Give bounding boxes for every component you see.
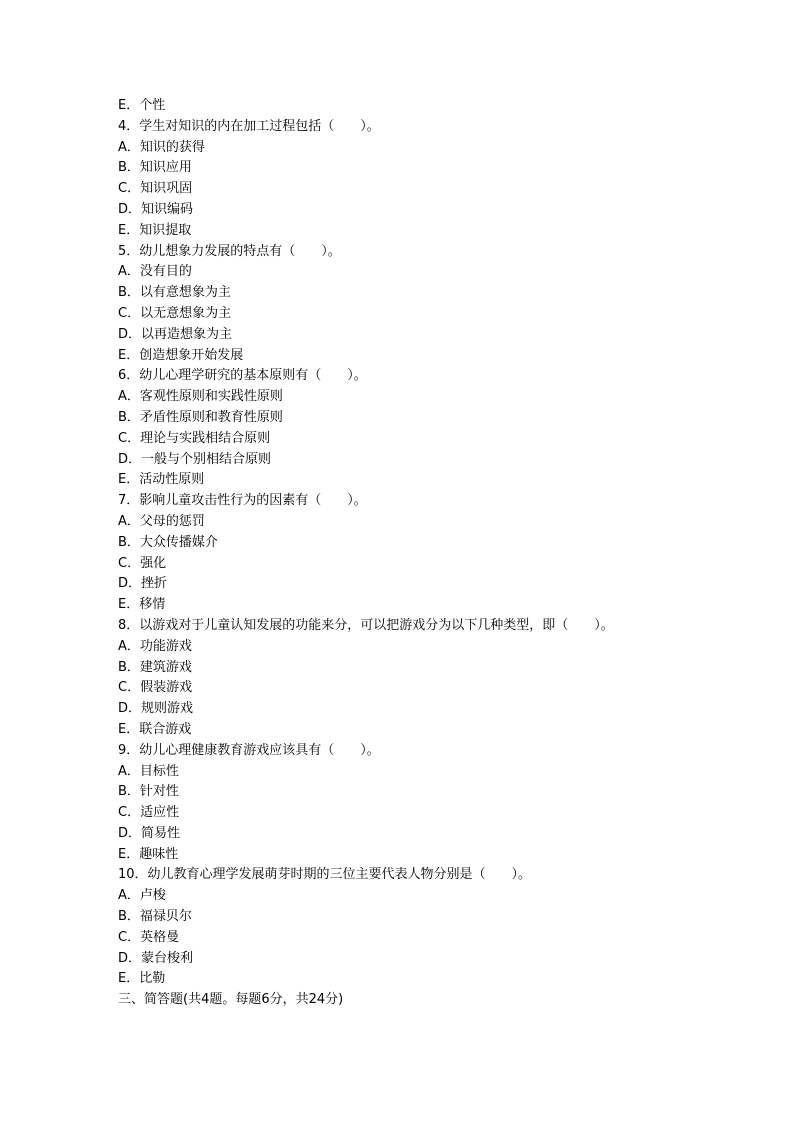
answer-option: B．知识应用	[118, 160, 192, 176]
answer-option: A．知识的获得	[118, 139, 205, 155]
question-stem: 4．学生对知识的内在加工过程包括（ ）。	[118, 118, 380, 134]
answer-option: E．联合游戏	[118, 721, 192, 737]
answer-option: A．功能游戏	[118, 638, 192, 654]
question-stem: 8．以游戏对于儿童认知发展的功能来分，可以把游戏分为以下几种类型，即（ ）。	[118, 617, 614, 633]
answer-option: D．规则游戏	[118, 701, 194, 717]
answer-option: B．福禄贝尔	[118, 909, 192, 925]
answer-option: B．针对性	[118, 784, 179, 800]
document-body	[118, 96, 718, 1011]
question-stem: 6．幼儿心理学研究的基本原则有（ ）。	[118, 368, 367, 384]
answer-option: E．个性	[118, 98, 166, 113]
answer-option: E．趣味性	[118, 846, 179, 862]
question-stem: 9．幼儿心理健康教育游戏应该具有（ ）。	[118, 742, 380, 758]
answer-option: A．没有目的	[118, 264, 192, 280]
answer-option: B．矛盾性原则和教育性原则	[118, 409, 283, 425]
answer-option: D．蒙台梭利	[118, 950, 194, 966]
answer-option: E．比勒	[118, 971, 166, 987]
answer-option: C．英格曼	[118, 929, 180, 945]
answer-option: C．假装游戏	[118, 680, 193, 696]
answer-option: E．知识提取	[118, 222, 192, 238]
answer-option: D．以再造想象为主	[118, 326, 233, 342]
answer-option: A．目标性	[118, 763, 179, 779]
answer-option: E．活动性原则	[118, 472, 205, 488]
answer-option: E．移情	[118, 597, 166, 613]
answer-option: A．父母的惩罚	[118, 513, 205, 529]
answer-option: A．客观性原则和实践性原则	[118, 389, 283, 405]
answer-option: B．建筑游戏	[118, 659, 192, 675]
question-stem: 7．影响儿童攻击性行为的因素有（ ）。	[118, 493, 367, 509]
answer-option: C．知识巩固	[118, 181, 193, 197]
answer-option: C．强化	[118, 555, 167, 571]
answer-option: A．卢梭	[118, 888, 166, 904]
answer-option: C．理论与实践相结合原则	[118, 430, 271, 446]
answer-option: E．创造想象开始发展	[118, 347, 244, 363]
answer-option: B．大众传播媒介	[118, 534, 218, 550]
answer-option: C．以无意想象为主	[118, 305, 232, 321]
answer-option: D．一般与个别相结合原则	[118, 451, 272, 467]
question-stem: 5．幼儿想象力发展的特点有（ ）。	[118, 243, 341, 259]
answer-option: D．简易性	[118, 825, 181, 841]
answer-option: D．知识编码	[118, 201, 194, 217]
question-stem: 10．幼儿教育心理学发展萌芽时期的三位主要代表人物分别是（ ）。	[118, 867, 532, 883]
section-heading: 三、简答题(共4题。每题6分，共24分)	[118, 992, 344, 1008]
answer-option: C．适应性	[118, 805, 180, 821]
answer-option: D．挫折	[118, 576, 168, 592]
answer-option: B．以有意想象为主	[118, 285, 231, 301]
